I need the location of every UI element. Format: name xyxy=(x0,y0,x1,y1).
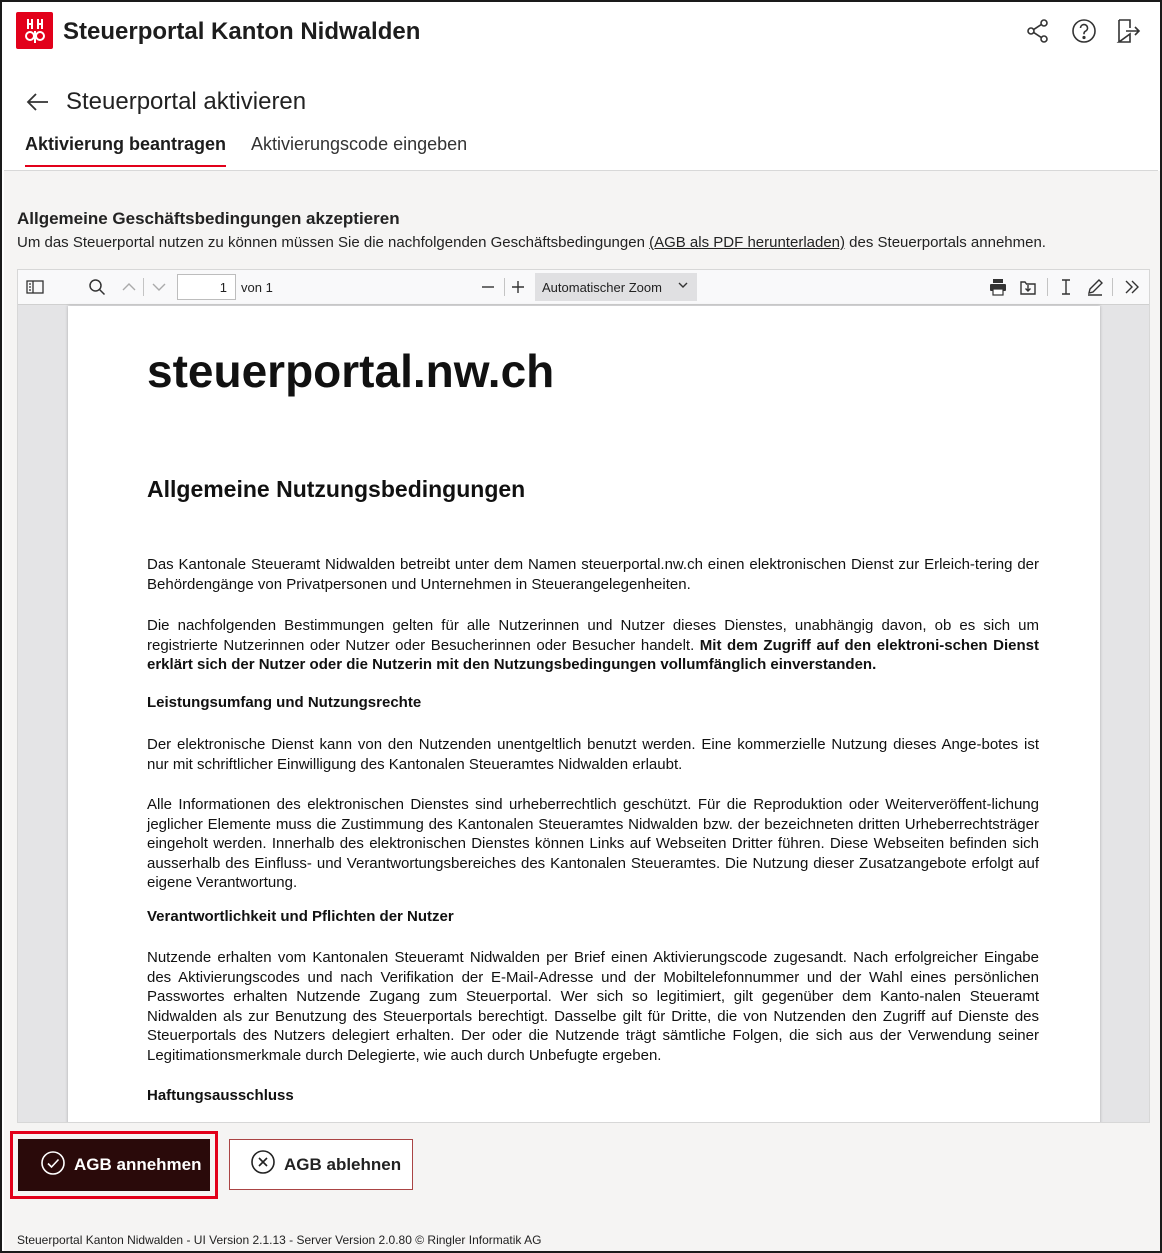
back-arrow-icon[interactable] xyxy=(24,88,52,116)
pdf-section-heading: Verantwortlichkeit und Pflichten der Nutzer xyxy=(147,908,454,925)
toolbar-separator xyxy=(1112,278,1113,296)
agb-description xyxy=(17,234,1046,251)
pdf-section-heading: Leistungsumfang und Nutzungsrechte xyxy=(147,694,422,711)
page-number-input[interactable] xyxy=(177,274,236,300)
zoom-select-value: Automatischer Zoom xyxy=(542,280,662,295)
agb-desc-text-before: Um das Steuerportal nutzen zu können müssen Sie die nachfolgenden Geschäftsbedingungen xyxy=(17,234,650,251)
download-icon[interactable] xyxy=(1016,275,1040,299)
agb-pdf-download-link[interactable]: (AGB als PDF herunterladen) xyxy=(649,234,846,251)
zoom-out-icon[interactable] xyxy=(476,275,500,299)
toolbar-separator xyxy=(143,278,144,296)
close-circle-icon xyxy=(250,1149,276,1180)
text-select-icon[interactable] xyxy=(1054,275,1078,299)
pdf-paragraph: Alle Informationen des elektronischen Dienstes sind urheberrechtlich geschützt. Für die Reproduktion oder Weiterveröffent-lichung jeglicher Elemente muss die Zustimmung des Kantonalen Steueramtes Nidwalden bzw. der bezeichneten dritten Urheberrechtsträger eingeholt werden. Innerhalb des elektronischen Dienstes können Links auf Webseiten Dritter führen. Diese Webseiten befinden sich ausserhalb des Einfluss- und Verantwortungsbereiches des Kantonalen Steueramtes. Die Nutzung dieser Zusatzangebote erfolgt auf eigene Verantwortung. xyxy=(147,796,1039,891)
pdf-paragraph: Das Kantonale Steueramt Nidwalden betreibt unter dem Namen steuerportal.nw.ch einen elektronischen Dienst zur Erleich-tering der Behördengänge von Privatpersonen und Unternehmen in Steuerangelegenheiten. xyxy=(147,556,1039,593)
accept-agb-button[interactable] xyxy=(18,1139,210,1191)
accept-button-label: AGB annehmen xyxy=(74,1155,202,1174)
app-title: Steuerportal Kanton Nidwalden xyxy=(63,18,421,45)
previous-page-icon[interactable] xyxy=(117,275,141,299)
pdf-toolbar xyxy=(18,270,1149,305)
pdf-brand-heading: steuerportal.nw.ch xyxy=(147,345,555,397)
pdf-paragraph-bold-text: Mit dem Zugriff auf den elektroni-schen Dienst erklärt sich der Nutzer oder die Nutzerin mit den Nutzungsbedingungen vollumfänglich einverstanden. xyxy=(147,636,1039,673)
chevron-down-icon xyxy=(677,279,689,294)
pdf-paragraph: Nutzende erhalten vom Kantonalen Steueramt Nidwalden per Brief einen Aktivierungscode zugesandt. Nach erfolgreicher Eingabe des Aktivierungscodes und nach Verifikation der E-Mail-Adresse und der Mobiltelefonnummer und der Wahl eines persönlichen Passwortes erhalten Nutzende Zugang zum Steuerportal. Wer sich so legitimiert, gilt gegenüber dem Kanto-nalen Steueramt Nidwalden als zur Benutzung des Steuerportals berechtigt. Dasselbe gilt für Dritte, die von Nutzenden den Zugriff auf Dienste des Steuerportals des Nutzers delegiert erhalten. Der oder die Nutzende trägt sämtliche Folgen, die sich aus der Verwendung seiner Legitimationsmerkmale durch Delegierte, wie auch durch Unbefugte ergeben. xyxy=(147,949,1039,1064)
main-content xyxy=(4,171,1160,1251)
print-icon[interactable] xyxy=(986,275,1010,299)
agb-desc-text-after: des Steuerportals annehmen. xyxy=(845,234,1046,251)
logout-icon[interactable] xyxy=(1113,16,1143,46)
pdf-section-heading: Haftungsausschluss xyxy=(147,1087,294,1104)
toolbar-separator xyxy=(1047,278,1048,296)
pdf-paragraph xyxy=(147,616,1039,675)
more-tools-icon[interactable] xyxy=(1120,275,1144,299)
toolbar-separator xyxy=(504,278,505,296)
page-title: Steuerportal aktivieren xyxy=(66,88,307,115)
help-icon[interactable] xyxy=(1069,16,1099,46)
sidebar-toggle-icon[interactable] xyxy=(23,275,47,299)
zoom-in-icon[interactable] xyxy=(506,275,530,299)
app-header xyxy=(2,2,1160,64)
decline-agb-button[interactable] xyxy=(229,1139,413,1190)
zoom-select[interactable] xyxy=(535,273,697,301)
pdf-paragraph: Der elektronische Dienst kann von den Nutzenden unentgeltlich benutzt werden. Eine kommerzielle Nutzung dieses Ange-botes ist nur mit schriftlicher Einwilligung des Kantonalen Steueramtes Nidwalden erlaubt. xyxy=(147,736,1039,773)
nidwalden-coat-of-arms-icon[interactable] xyxy=(16,12,53,49)
pdf-viewer xyxy=(17,269,1150,1123)
decline-button-label: AGB ablehnen xyxy=(284,1154,402,1174)
tab-aktivierungscode-eingeben[interactable]: Aktivierungscode eingeben xyxy=(251,134,468,154)
next-page-icon[interactable] xyxy=(147,275,171,299)
pdf-page xyxy=(68,306,1100,1123)
page-count-label: von 1 xyxy=(241,280,273,295)
footer-version-info: Steuerportal Kanton Nidwalden - UI Version 2.1.13 - Server Version 2.0.80 © Ringler Informatik AG xyxy=(17,1233,542,1247)
tab-aktivierung-beantragen[interactable]: Aktivierung beantragen xyxy=(25,134,226,167)
check-circle-icon xyxy=(40,1150,66,1181)
share-icon[interactable] xyxy=(1023,16,1053,46)
pdf-main-heading: Allgemeine Nutzungsbedingungen xyxy=(147,476,526,502)
pdf-paragraph-text: Die nachfolgenden Bestimmungen gelten für alle Nutzerinnen und Nutzer dieses Dienstes, unabhängig davon, ob es sich um registrierte Nutzerinnen oder Nutzer oder Besucherinnen oder Besucher handelt. xyxy=(147,617,1039,654)
agb-section-title: Allgemeine Geschäftsbedingungen akzeptieren xyxy=(17,209,400,228)
search-icon[interactable] xyxy=(85,275,109,299)
draw-pen-icon[interactable] xyxy=(1083,275,1107,299)
